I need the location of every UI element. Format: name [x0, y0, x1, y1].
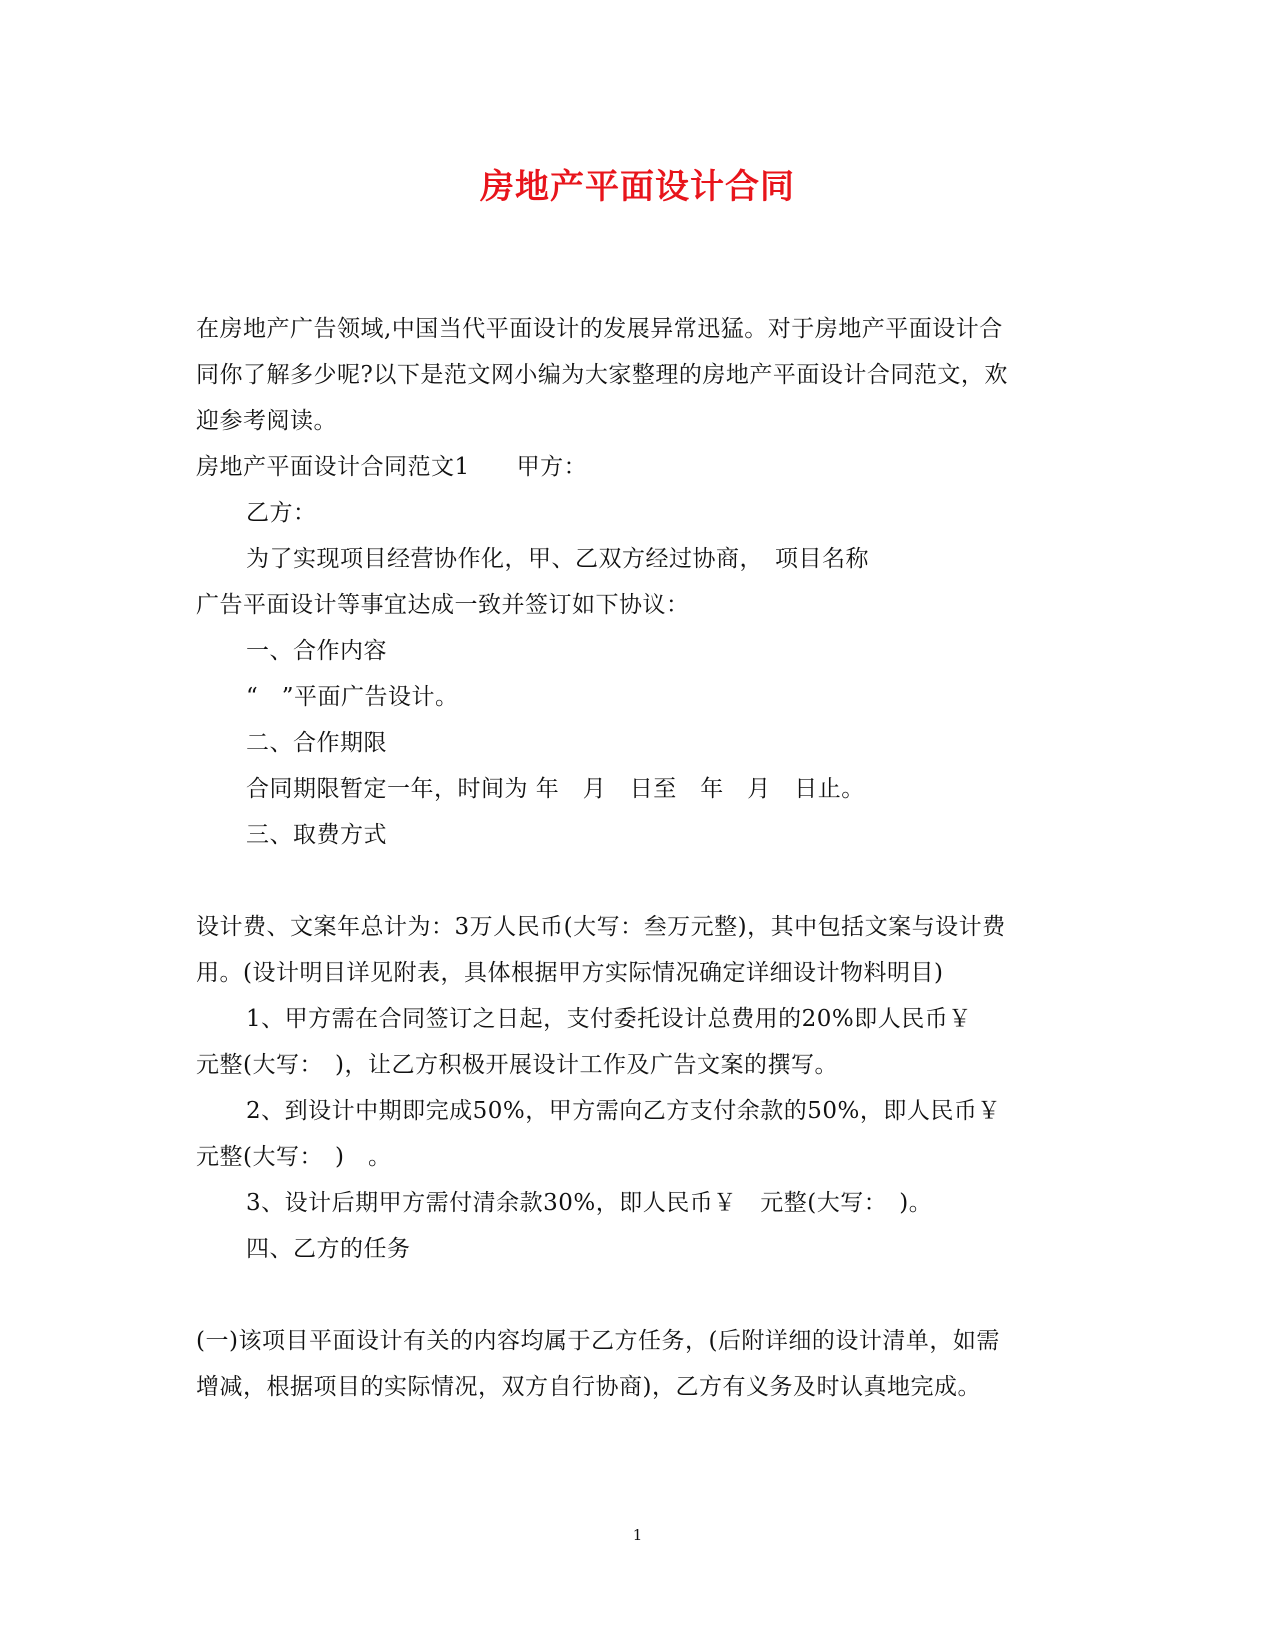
- paragraph-line: 同你了解多少呢?以下是范文网小编为大家整理的房地产平面设计合同范文，欢: [196, 362, 1008, 388]
- section-heading: 二、合作期限: [246, 730, 387, 756]
- paragraph-line: 房地产平面设计合同范文1 甲方：: [196, 454, 588, 480]
- paragraph-line: 2、到设计中期即完成50%，甲方需向乙方支付余款的50%，即人民币￥: [246, 1098, 1001, 1124]
- section-heading: 一、合作内容: [246, 638, 387, 664]
- paragraph-line: 广告平面设计等事宜达成一致并签订如下协议：: [196, 592, 690, 618]
- section-heading: 三、取费方式: [246, 822, 387, 848]
- paragraph-line: 在房地产广告领域,中国当代平面设计的发展异常迅猛。对于房地产平面设计合: [196, 316, 1003, 342]
- paragraph-line: 元整(大写： ) 。: [196, 1144, 392, 1170]
- paragraph-line: 迎参考阅读。: [196, 408, 337, 434]
- paragraph-line: 元整(大写： )，让乙方积极开展设计工作及广告文案的撰写。: [196, 1052, 838, 1078]
- paragraph-line: 设计费、文案年总计为：3万人民币(大写：叁万元整)，其中包括文案与设计费: [196, 914, 1006, 940]
- paragraph-line: 合同期限暂定一年，时间为 年 月 日至 年 月 日止。: [246, 776, 865, 802]
- paragraph-line: (一)该项目平面设计有关的内容均属于乙方任务，(后附详细的设计清单，如需: [196, 1328, 1000, 1354]
- paragraph-line: 3、设计后期甲方需付清余款30%，即人民币￥ 元整(大写： )。: [246, 1190, 933, 1216]
- section-heading: 四、乙方的任务: [246, 1236, 411, 1262]
- paragraph-line: 用。(设计明目详见附表，具体根据甲方实际情况确定详细设计物料明目): [196, 960, 944, 986]
- paragraph-line: 乙方：: [246, 500, 317, 526]
- paragraph-line: 1、甲方需在合同签订之日起，支付委托设计总费用的20%即人民币￥: [246, 1006, 972, 1032]
- paragraph-line: “ ”平面广告设计。: [246, 684, 459, 710]
- document-title: 房地产平面设计合同: [480, 167, 795, 207]
- paragraph-line: 为了实现项目经营协作化，甲、乙双方经过协商， 项目名称: [246, 546, 869, 572]
- paragraph-line: 增减，根据项目的实际情况，双方自行协商)，乙方有义务及时认真地完成。: [196, 1374, 981, 1400]
- page-number: 1: [632, 1526, 643, 1544]
